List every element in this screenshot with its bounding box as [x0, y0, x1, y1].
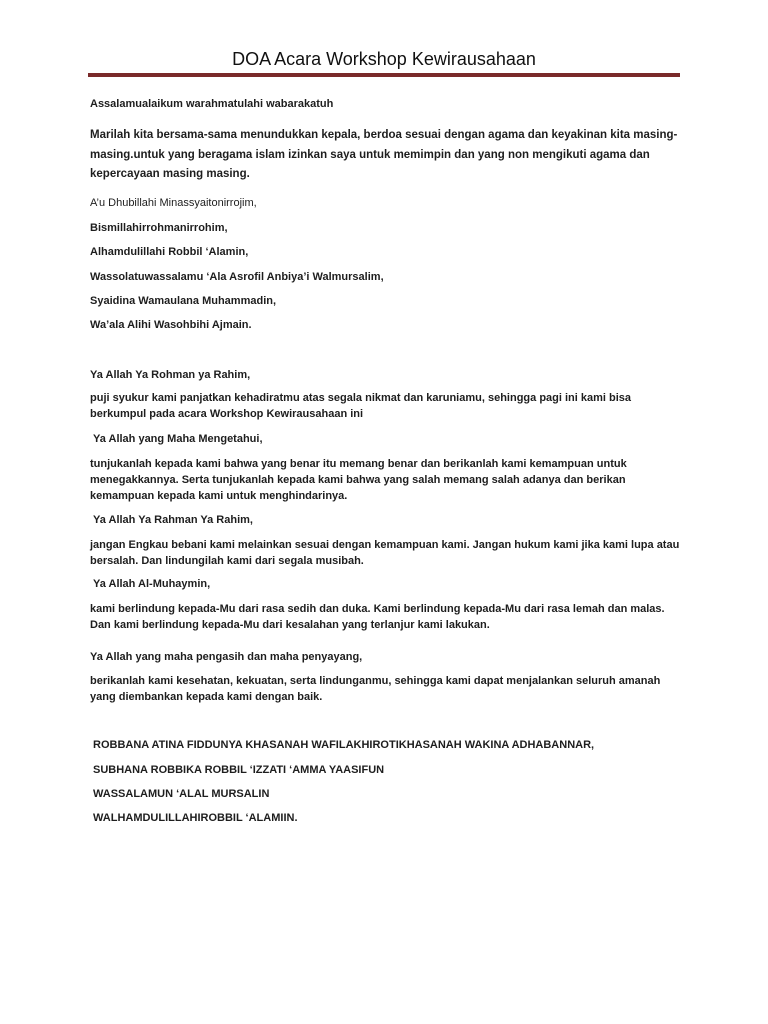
prayer-1-line-1: puji syukur kami panjatkan kehadiratmu atas segala nikmat dan karuniamu, sehingga pagi ini kami bisa — [90, 392, 632, 404]
opening-line-4: Wassolatuwassalamu ‘Ala Asrofil Anbiya’i Walmursalim, — [90, 271, 384, 283]
opening-line-1: A’u Dhubillahi Minassyaitonirrojim, — [90, 197, 257, 209]
greeting: Assalamualaikum warahmatulahi wabarakatuh — [90, 98, 334, 110]
prayer-4-line-2: Dan kami berlindung kepada-Mu dari kesalahan yang terlanjur kami lakukan. — [90, 619, 490, 631]
prayer-2-line-1: tunjukanlah kepada kami bahwa yang benar itu memang benar dan berikanlah kami kemampuan untuk — [90, 458, 627, 470]
prayer-2-invocation: Ya Allah yang Maha Mengetahui, — [93, 433, 263, 445]
invitation-line-3: kepercayaan masing masing. — [90, 168, 250, 180]
prayer-2-line-2: menegakkannya. Serta tunjukanlah kepada kami bahwa yang salah memang salah adanya dan berikan — [90, 474, 626, 486]
prayer-5-line-1: berikanlah kami kesehatan, kekuatan, serta lindunganmu, sehingga kami dapat menjalankan seluruh amanah — [90, 675, 661, 687]
document-title: DOA Acara Workshop Kewirausahaan — [232, 49, 536, 69]
prayer-1-line-2: berkumpul pada acara Workshop Kewirausahaan ini — [90, 408, 364, 420]
invitation-line-1: Marilah kita bersama-sama menundukkan kepala, berdoa sesuai dengan agama dan keyakinan kita masing- — [90, 129, 678, 141]
opening-line-5: Syaidina Wamaulana Muhammadin, — [90, 295, 277, 307]
prayer-4-line-1: kami berlindung kepada-Mu dari rasa sedih dan duka. Kami berlindung kepada-Mu dari rasa lemah dan malas. — [90, 603, 665, 615]
closing-line-4: WALHAMDULILLAHIROBBIL ‘ALAMIIN. — [93, 812, 298, 824]
prayer-4-invocation: Ya Allah Al-Muhaymin, — [93, 578, 211, 590]
closing-line-1: ROBBANA ATINA FIDDUNYA KHASANAH WAFILAKHIROTIKHASANAH WAKINA ADHABANNAR, — [93, 739, 595, 751]
prayer-5-invocation: Ya Allah yang maha pengasih dan maha penyayang, — [90, 651, 363, 663]
invitation-line-2: masing.untuk yang beragama islam izinkan saya untuk memimpin dan yang non mengikuti agama dan — [90, 149, 650, 161]
prayer-3-line-2: bersalah. Dan lindungilah kami dari segala musibah. — [90, 555, 364, 567]
prayer-2-line-3: kemampuan kepada kami untuk menghindarinya. — [90, 490, 348, 502]
prayer-1-invocation: Ya Allah Ya Rohman ya Rahim, — [90, 369, 251, 381]
closing-line-3: WASSALAMUN ‘ALAL MURSALIN — [93, 788, 270, 800]
opening-line-3: Alhamdulillahi Robbil ‘Alamin, — [90, 246, 249, 258]
prayer-3-line-1: jangan Engkau bebani kami melainkan sesuai dengan kemampuan kami. Jangan hukum kami jika kami lupa atau — [90, 539, 680, 551]
prayer-5-line-2: yang diembankan kepada kami dengan baik. — [90, 691, 323, 703]
opening-line-2: Bismillahirrohmanirrohim, — [90, 222, 228, 234]
opening-line-6: Wa’ala Alihi Wasohbihi Ajmain. — [90, 319, 252, 331]
closing-line-2: SUBHANA ROBBIKA ROBBIL ‘IZZATI ‘AMMA YAASIFUN — [93, 764, 385, 776]
prayer-3-invocation: Ya Allah Ya Rahman Ya Rahim, — [93, 514, 253, 526]
title-divider — [88, 73, 680, 77]
